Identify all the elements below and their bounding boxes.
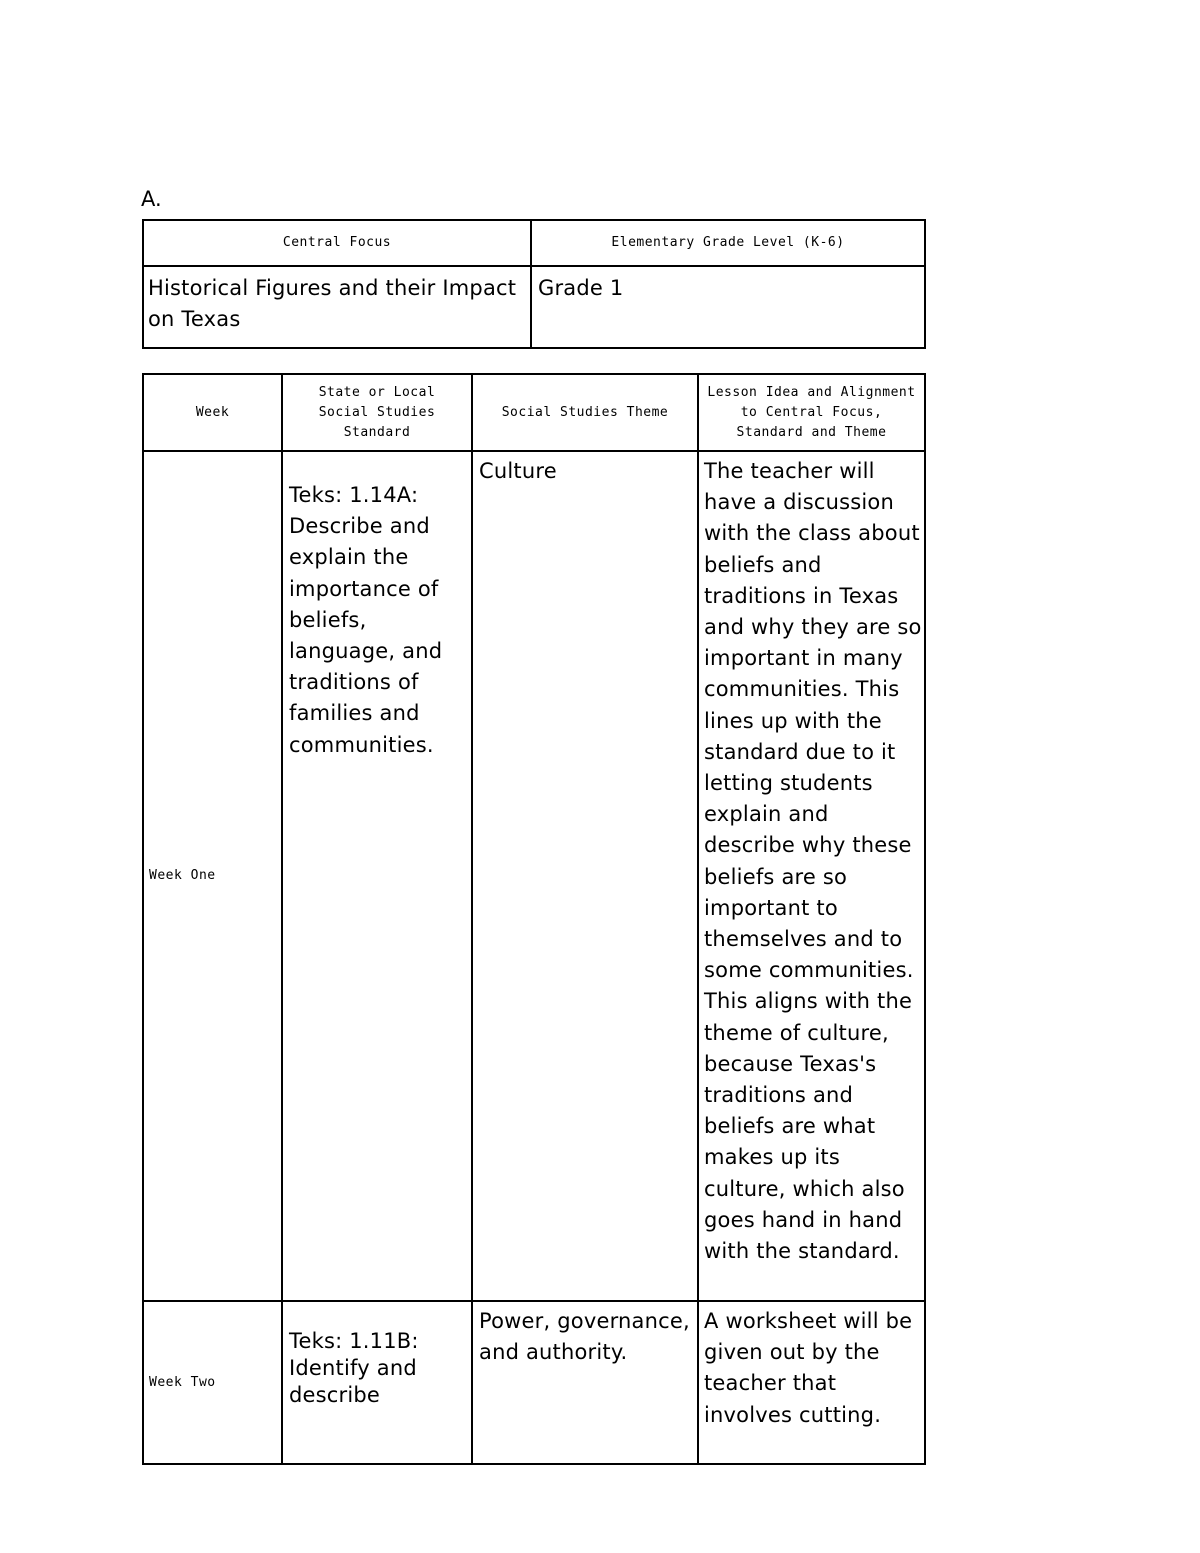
table-row (143, 1301, 925, 1464)
standard-cell: Teks: 1.14A: Describe and explain the importance of beliefs, language, and traditions of families and communities. (282, 451, 472, 1301)
table-row (143, 451, 925, 1301)
standard-cell: Teks: 1.11B: Identify and describe (282, 1301, 472, 1464)
grade-level-header: Elementary Grade Level (K-6) (531, 220, 925, 266)
central-focus-header: Central Focus (143, 220, 531, 266)
central-focus-value: Historical Figures and their Impact on Texas (143, 266, 531, 348)
lesson-header: Lesson Idea and Alignment to Central Focus, Standard and Theme (698, 374, 925, 451)
lesson-cell: A worksheet will be given out by the teacher that involves cutting. (698, 1301, 925, 1464)
standard-header: State or Local Social Studies Standard (282, 374, 472, 451)
focus-value-row (143, 266, 925, 348)
theme-header: Social Studies Theme (472, 374, 698, 451)
week-cell: Week One (143, 451, 282, 1301)
theme-cell: Culture (472, 451, 698, 1301)
plan-header-row (143, 374, 925, 451)
week-cell: Week Two (143, 1301, 282, 1464)
week-header: Week (143, 374, 282, 451)
focus-header-row (143, 220, 925, 266)
grade-level-value: Grade 1 (531, 266, 925, 348)
section-label: A. (141, 187, 162, 211)
theme-cell: Power, governance, and authority. (472, 1301, 698, 1464)
central-focus-table (142, 219, 926, 349)
weekly-plan-table (142, 373, 926, 1465)
lesson-cell: The teacher will have a discussion with the class about beliefs and traditions in Texas and why they are so important in many communities. This lines up with the standard due to it letting students explain and describe why these beliefs are so important to themselves and to some communities. This aligns with the theme of culture, because Texas's traditions and beliefs are what makes up its culture, which also goes hand in hand with the standard. (698, 451, 925, 1301)
